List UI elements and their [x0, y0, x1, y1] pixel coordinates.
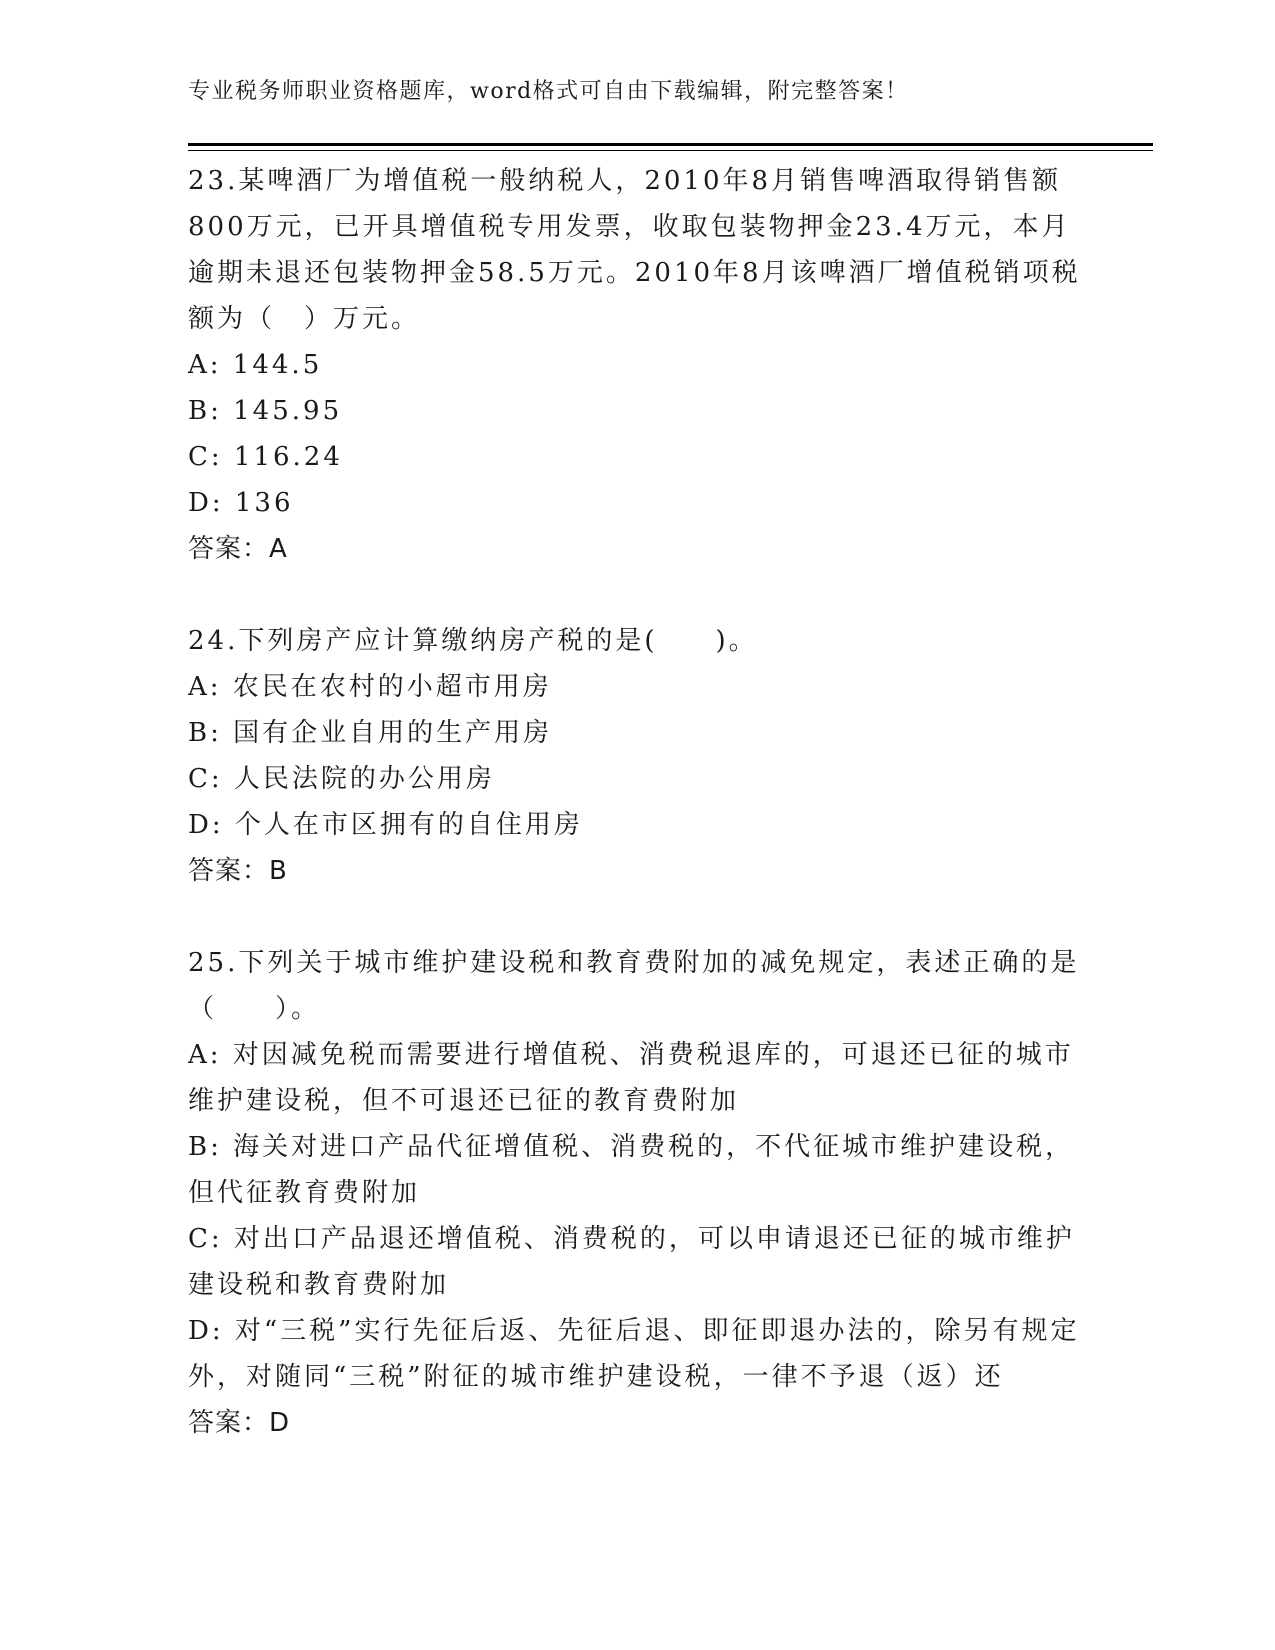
- answer: 答案：A: [188, 534, 288, 564]
- question-spacer: [188, 894, 1088, 940]
- question-spacer: [188, 572, 1088, 618]
- option-c: C: 对出口产品退还增值税、消费税的，可以申请退还已征的城市维护建设税和教育费附加: [188, 1224, 1075, 1300]
- answer: 答案：D: [188, 1408, 291, 1438]
- option-d: D: 个人在市区拥有的自住用房: [188, 810, 583, 840]
- option-b: B: 国有企业自用的生产用房: [188, 718, 553, 748]
- option-a: A: 对因减免税而需要进行增值税、消费税退库的，可退还已征的城市维护建设税，但不可退还已征的教育费附加: [188, 1040, 1074, 1116]
- question-stem: 25.下列关于城市维护建设税和教育费附加的减免规定，表述正确的是（ ）。: [188, 948, 1080, 1024]
- question-stem: 24.下列房产应计算缴纳房产税的是( )。: [188, 626, 758, 656]
- option-a: A: 农民在农村的小超市用房: [188, 672, 552, 702]
- question-23: [188, 158, 1088, 572]
- header-rule-thick: [188, 143, 1153, 146]
- option-b: B: 145.95: [188, 396, 343, 426]
- question-25: [188, 940, 1088, 1446]
- answer: 答案：B: [188, 856, 288, 886]
- option-c: C: 116.24: [188, 442, 343, 472]
- question-list: [188, 158, 1088, 1446]
- option-d: D: 对“三税”实行先征后返、先征后退、即征即退办法的，除另有规定外，对随同“三税”附征的城市维护建设税，一律不予退（返）还: [188, 1316, 1080, 1392]
- option-c: C: 人民法院的办公用房: [188, 764, 495, 794]
- page-header: 专业税务师职业资格题库，word格式可自由下载编辑，附完整答案！: [188, 79, 909, 104]
- question-stem: 23.某啤酒厂为增值税一般纳税人，2010年8月销售啤酒取得销售额800万元，已开具增值税专用发票，收取包装物押金23.4万元，本月逾期未退还包装物押金58.5万元。2010年8月该啤酒厂增值税销项税额为（ ）万元。: [188, 166, 1081, 334]
- header-rule-thin: [188, 150, 1153, 151]
- option-b: B: 海关对进口产品代征增值税、消费税的，不代征城市维护建设税，但代征教育费附加: [188, 1132, 1075, 1208]
- question-24: [188, 618, 1088, 894]
- option-d: D: 136: [188, 488, 294, 518]
- option-a: A: 144.5: [188, 350, 323, 380]
